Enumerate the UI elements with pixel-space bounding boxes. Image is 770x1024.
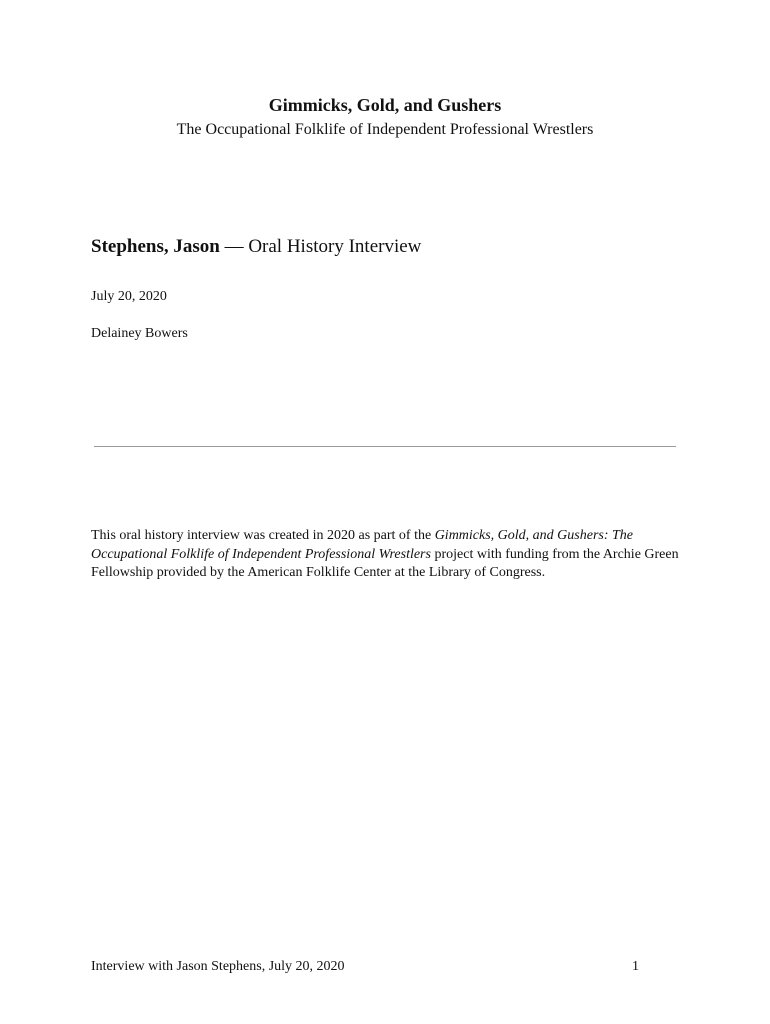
credit-project-title: Gimmicks, Gold, and Gushers: The Occupational Folklife of Independent Professional Wrestlers	[91, 528, 634, 562]
footer-running-title: Interview with Jason Stephens, July 20, 2020	[91, 959, 345, 974]
section-divider	[94, 446, 676, 447]
page-number: 1	[632, 959, 639, 974]
project-subtitle: The Occupational Folklife of Independent Professional Wrestlers	[176, 121, 594, 138]
heading-separator: —	[219, 236, 249, 257]
credit-text-before: This oral history interview was created in 2020 as part of the	[91, 528, 435, 543]
interview-label: Oral History Interview	[248, 236, 422, 257]
project-title: Gimmicks, Gold, and Gushers	[268, 95, 502, 115]
interviewee-name: Stephens, Jason	[91, 236, 220, 257]
interview-date: July 20, 2020	[91, 289, 167, 304]
interview-heading	[91, 235, 421, 259]
credit-text-after: project with funding from the Archie Green Fellowship provided by the American Folklife Center at the Library of Congress.	[91, 546, 679, 580]
interviewer-name: Delainey Bowers	[91, 326, 188, 341]
funding-credit-paragraph	[91, 527, 681, 583]
